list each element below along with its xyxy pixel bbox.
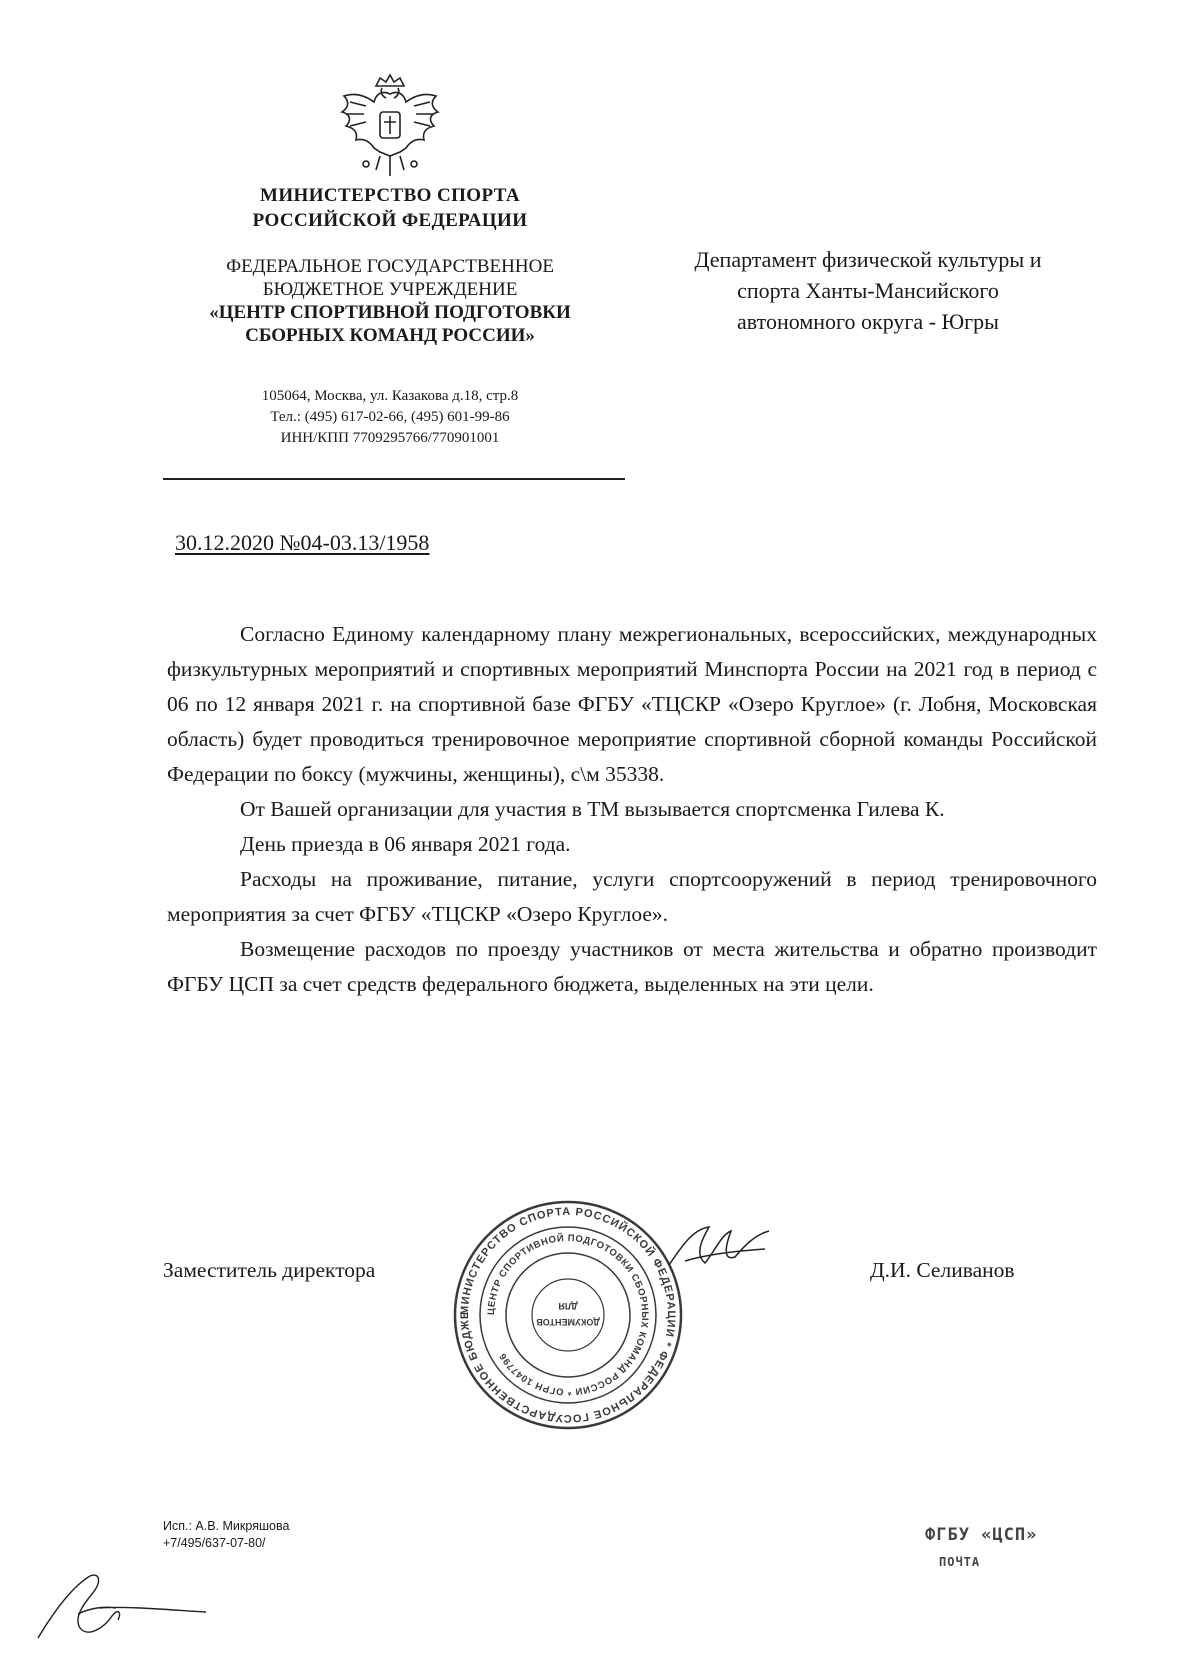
- org-name-line: СБОРНЫХ КОМАНД РОССИИ»: [245, 325, 535, 346]
- organization-block: [150, 255, 630, 347]
- body-paragraph: День приезда в 06 января 2021 года.: [240, 832, 571, 856]
- official-seal: [452, 1199, 684, 1431]
- recipient-line: Департамент физической культуры и: [694, 247, 1042, 272]
- recipient-block: [630, 244, 1106, 337]
- mail-stamp-org: ФГБУ «ЦСП»: [925, 1525, 1038, 1545]
- org-type-line: БЮДЖЕТНОЕ УЧРЕЖДЕНИЕ: [262, 279, 518, 300]
- phone-line: Тел.: (495) 617-02-66, (495) 601-99-86: [270, 409, 510, 425]
- seal-outer-text: МИНИСТЕРСТВО СПОРТА РОССИЙСКОЙ ФЕДЕРАЦИИ * ФЕДЕРАЛЬНОЕ ГОСУДАРСТВЕННОЕ БЮДЖЕ: [458, 1205, 678, 1425]
- handwritten-signature: [665, 1221, 775, 1277]
- signer-position: Заместитель директора: [163, 1258, 376, 1282]
- ministry-line: РОССИЙСКОЙ ФЕДЕРАЦИИ: [252, 210, 528, 231]
- executor-block: [163, 1518, 289, 1552]
- mail-stamp: [925, 1525, 1095, 1595]
- letter-body: [167, 617, 1097, 1002]
- seal-center-text: ДОКУМЕНТОВ: [536, 1317, 600, 1327]
- mail-stamp-label: ПОЧТА: [939, 1555, 981, 1569]
- address-block: [150, 386, 630, 449]
- body-paragraph: Расходы на проживание, питание, услуги спортсооружений в период тренировочного мероприятия за счет ФГБУ «ТЦСКР «Озеро Круглое».: [167, 867, 1097, 926]
- recipient-line: автономного округа - Югры: [737, 309, 999, 334]
- body-paragraph: Согласно Единому календарному плану межрегиональных, всероссийских, международных физкультурных мероприятий и спортивных мероприятий Минспорта России на 2021 год в период с 06 по 12 января 2021 г. на спортивной базе ФГБУ «ТЦСКР «Озеро Круглое» (г. Лобня, Московская область) будет проводиться тренировочное мероприятие спортивной сборной команды Российской Федерации по боксу (мужчины, женщины), с\м 35338.: [167, 622, 1097, 786]
- address-line: 105064, Москва, ул. Казакова д.18, стр.8: [261, 388, 519, 404]
- header-divider: [163, 478, 625, 480]
- executor-name: Исп.: А.В. Микряшова: [163, 1519, 290, 1533]
- executor-signature: [30, 1568, 210, 1646]
- executor-phone: +7/495/637-07-80/: [163, 1536, 266, 1550]
- svg-text:ЦЕНТР СПОРТИВНОЙ ПОДГОТОВКИ СБ: [486, 1232, 650, 1397]
- recipient-line: спорта Ханты-Мансийского: [737, 278, 999, 303]
- ministry-line: МИНИСТЕРСТВО СПОРТА: [260, 185, 520, 206]
- ministry-name: [150, 183, 630, 233]
- body-paragraph: От Вашей организации для участия в ТМ вызывается спортсменка Гилева К.: [240, 797, 945, 821]
- org-type-line: ФЕДЕРАЛЬНОЕ ГОСУДАРСТВЕННОЕ: [226, 256, 554, 277]
- signer-name: Д.И. Селиванов: [870, 1258, 1015, 1282]
- seal-center-text: ДЛЯ: [558, 1301, 578, 1311]
- body-paragraph: Возмещение расходов по проезду участников от места жительства и обратно производит ФГБУ ЦСП за счет средств федерального бюджета, выделенных на эти цели.: [167, 937, 1097, 996]
- document-number: 30.12.2020 №04-03.13/1958: [175, 530, 430, 555]
- org-name-line: «ЦЕНТР СПОРТИВНОЙ ПОДГОТОВКИ: [209, 302, 571, 323]
- inn-line: ИНН/КПП 7709295766/770901001: [280, 430, 500, 446]
- coat-of-arms-icon: [336, 72, 444, 182]
- seal-inner-text: ЦЕНТР СПОРТИВНОЙ ПОДГОТОВКИ СБОРНЫХ КОМАНД РОССИИ * ОГРН 1047796: [485, 1232, 651, 1398]
